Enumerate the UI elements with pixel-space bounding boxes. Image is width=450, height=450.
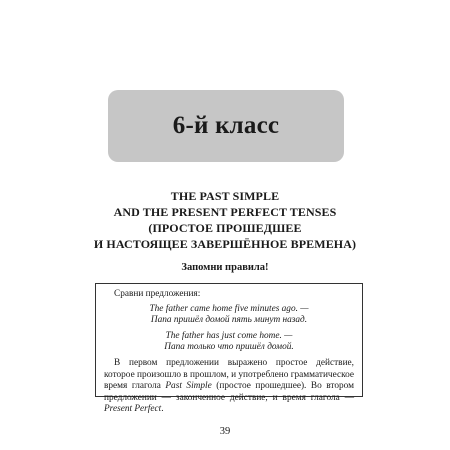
section-heading-line: THE PAST SIMPLE xyxy=(170,189,280,203)
term-past-simple: Past Simple xyxy=(165,381,212,392)
section-heading-line: И НАСТОЯЩЕЕ ЗАВЕРШЁННОЕ ВРЕМЕНА) xyxy=(93,237,357,251)
compare-label: Сравни предложения: xyxy=(114,289,201,299)
grade-banner xyxy=(108,90,344,162)
explanation-text: В первом предложении выражено простое действие, которое произошло в прошлом, и употреблено грамматическое время глагола xyxy=(104,357,355,392)
section-heading-line: AND THE PRESENT PERFECT TENSES xyxy=(113,205,337,219)
section-heading-line: (ПРОСТОЕ ПРОШЕДШЕЕ xyxy=(148,221,302,235)
explanation-text: (простое прошедшее). Во втором предложении — законченное действие, и время глагола — xyxy=(104,381,355,403)
explanation-text: . xyxy=(161,404,164,415)
example-english: The father came home five minutes ago. — xyxy=(149,303,309,314)
page-number: 39 xyxy=(219,426,231,437)
example-russian: Папа пришёл домой пять минут назад. xyxy=(150,315,308,326)
rule-explanation xyxy=(104,358,354,416)
grade-title: 6-й класс xyxy=(172,112,280,139)
term-present-perfect: Present Perfect xyxy=(104,404,162,415)
example-english: The father has just come home. — xyxy=(165,330,293,341)
section-heading xyxy=(60,188,390,252)
remember-rules-heading: Запомни правила! xyxy=(181,262,269,273)
rule-box xyxy=(95,283,363,415)
example-russian: Папа только что пришёл домой. xyxy=(164,342,294,353)
